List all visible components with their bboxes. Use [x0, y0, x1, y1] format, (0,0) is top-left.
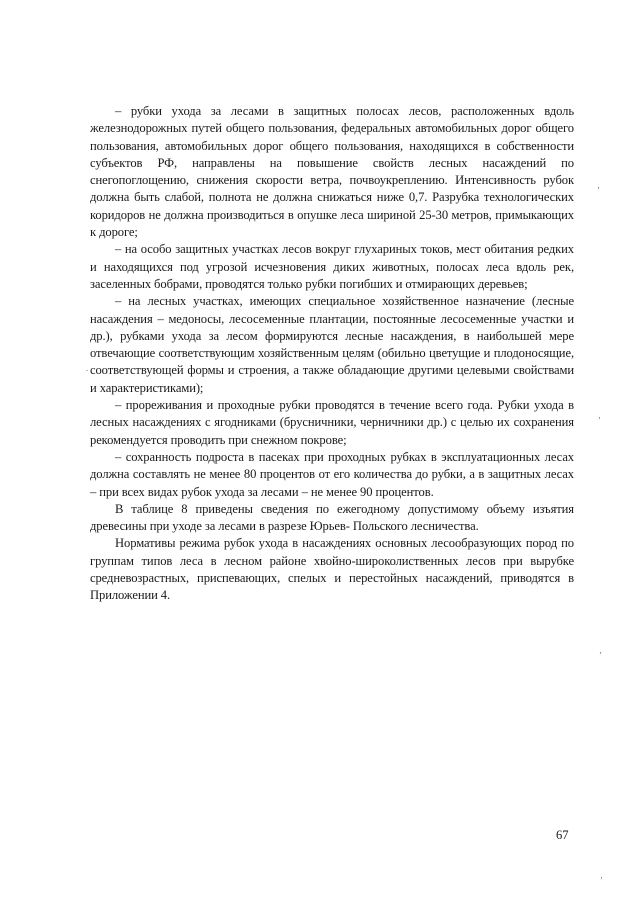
scan-speck: ‚	[598, 410, 601, 420]
scan-speck: ‚	[597, 180, 600, 190]
paragraph-1: – рубки ухода за лесами в защитных полосах лесов, расположенных вдоль железнодорожных путей общего пользования, федеральных автомобильных дорог общего пользования, автомобильных дорог общего пользования, находящихся в собственности субъектов РФ, направлены на повышение свойств лесных насаждений по снегопоглощению, снижения скорости ветра, почвоукреплению. Интенсивность рубок должна быть слабой, полнота не должна снижаться ниже 0,7. Разрубка технологических коридоров не должна производиться в опушке леса шириной 25-30 метров, примыкающих к дороге;	[90, 104, 574, 240]
scan-speck: ‚	[600, 870, 603, 880]
paragraph-5: – сохранность подроста в пасеках при проходных рубках в эксплуатационных лесах должна составлять не менее 80 процентов от его количества до рубки, а в защитных лесах – при всех видах рубок ухода за лесами – не менее 90 процентов.	[90, 449, 574, 499]
paragraph-2: – на особо защитных участках лесов вокруг глухариных токов, мест обитания редких и находящихся под угрозой исчезновения диких животных, полосах леса вдоль рек, заселенных бобрами, проводятся только рубки погибших и отмирающих деревьев;	[90, 242, 574, 291]
scan-speck: ‚	[599, 645, 602, 655]
paragraph-4: – прореживания и проходные рубки проводятся в течение всего года. Рубки ухода в лесных насаждениях с ягодниками (брусничники, черничники др.) с целью их сохранения рекомендуется проводить при снежном покрове;	[90, 398, 574, 447]
page-number: 67	[556, 828, 569, 842]
paragraph-3: – на лесных участках, имеющих специальное хозяйственное назначение (лесные насаждения – медоносы, лесосеменные плантации, постоянные лесосеменные участки и др.), рубками ухода за лесом формируются лесные насаждения, в наибольшей мере отвечающие соответствующим хозяйственным целям (обильно цветущие и плодоносящие, соответствующей формы и строения, а также обладающие другими целевыми свойствами и характеристиками);	[90, 294, 574, 395]
paragraph-7: Нормативы режима рубок ухода в насаждениях основных лесообразующих пород по группам типов леса в лесном районе хвойно-широколиственных лесов при вырубке средневозрастных, приспевающих, спелых и перестойных насаждений, приводятся в Приложении 4.	[90, 536, 574, 603]
paragraph-6: В таблице 8 приведены сведения по ежегодному допустимому объему изъятия древесины при уходе за лесами в разрезе Юрьев- Польского лесничества.	[90, 501, 574, 534]
body-text	[90, 103, 574, 605]
scan-speck: .	[86, 363, 89, 373]
